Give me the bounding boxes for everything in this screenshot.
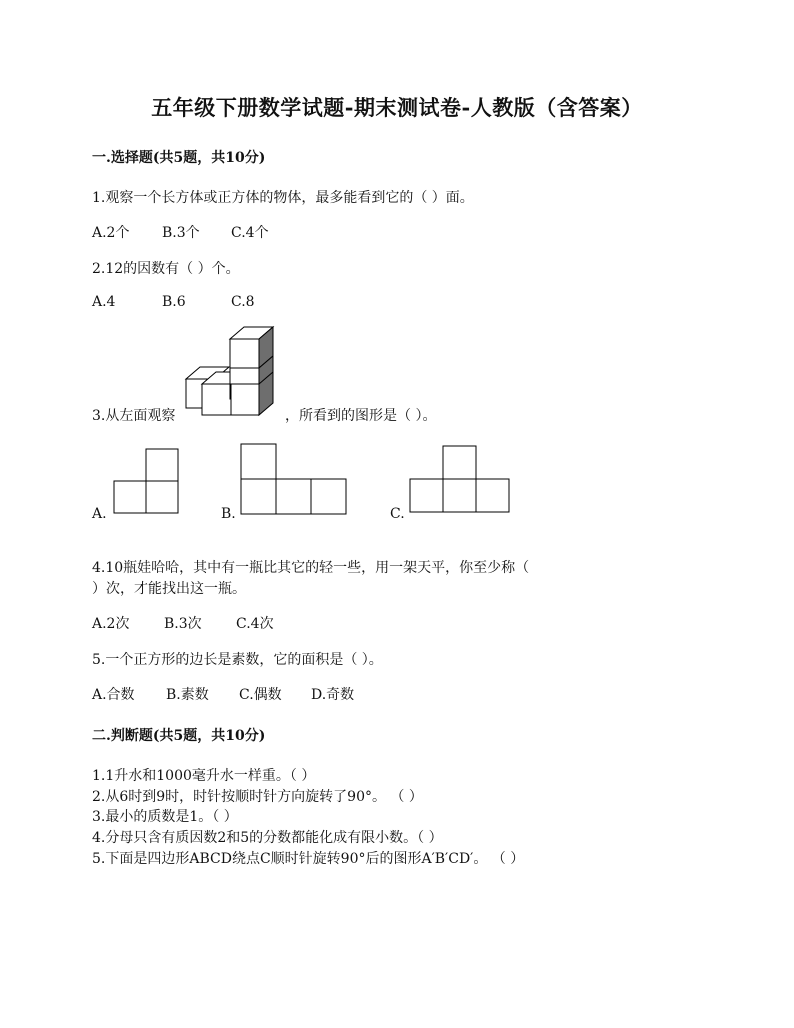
- question-3-suffix: ，所看到的图形是（ ）。: [285, 408, 437, 424]
- page-title: 五年级下册数学试题-期末测试卷-人教版（含答案）: [151, 95, 643, 120]
- question-4-line-2: ）次，才能找出这一瓶。: [92, 581, 246, 597]
- option-a: A.2次: [92, 616, 130, 632]
- question-5-options: [92, 684, 354, 704]
- option-c: C.偶数: [239, 687, 282, 703]
- judgement-item: 5.下面是四边形ABCD绕点C顺时针旋转90°后的图形A′B′CD′。 （ ）: [92, 851, 525, 867]
- option-a: A.合数: [92, 687, 135, 703]
- option-c: C.4个: [231, 225, 269, 241]
- question-4-line-1: 4.10瓶娃哈哈，其中有一瓶比其它的轻一些，用一架天平，你至少称（: [92, 560, 530, 576]
- question-1-text: 1.观察一个长方体或正方体的物体，最多能看到它的（ ）面。: [92, 190, 474, 206]
- option-b: B.6: [162, 294, 186, 310]
- judgement-item: 3.最小的质数是1。（ ）: [92, 809, 238, 825]
- section-heading-judgement: 二.判断题(共5题，共10分): [92, 728, 266, 744]
- question-2-text: 2.12的因数有（ ）个。: [92, 261, 240, 277]
- section-heading-choice: 一.选择题(共5题，共10分): [92, 150, 266, 166]
- option-b: B.素数: [166, 687, 209, 703]
- judgement-item: 4.分母只含有质因数2和5的分数都能化成有限小数。（ ）: [92, 830, 443, 846]
- question-1-options: [92, 222, 269, 242]
- question-2-options: [92, 294, 255, 310]
- judgement-item: 1.1升水和1000毫升水一样重。（ ）: [92, 768, 316, 784]
- option-c-label: C.: [390, 506, 405, 522]
- option-b-figure: [240, 443, 348, 515]
- option-c-figure: [409, 445, 511, 513]
- judgement-item: 2.从6时到9时，时针按顺时针方向旋转了90°。 （ ）: [92, 789, 423, 805]
- option-a: A.4: [92, 294, 116, 310]
- option-d: D.奇数: [311, 687, 355, 703]
- option-a-figure: [113, 448, 179, 514]
- question-4-options: [92, 613, 274, 633]
- question-3-prefix: 3.从左面观察: [92, 408, 176, 424]
- option-c: C.4次: [236, 616, 274, 632]
- option-c: C.8: [231, 294, 255, 310]
- question-5-text: 5.一个正方形的边长是素数，它的面积是（ ）。: [92, 652, 383, 668]
- option-b: B.3个: [162, 225, 200, 241]
- option-a-label: A.: [92, 506, 107, 522]
- option-b: B.3次: [164, 616, 202, 632]
- option-a: A.2个: [92, 225, 130, 241]
- option-b-label: B.: [221, 506, 236, 522]
- cube-stack-figure: [180, 323, 280, 418]
